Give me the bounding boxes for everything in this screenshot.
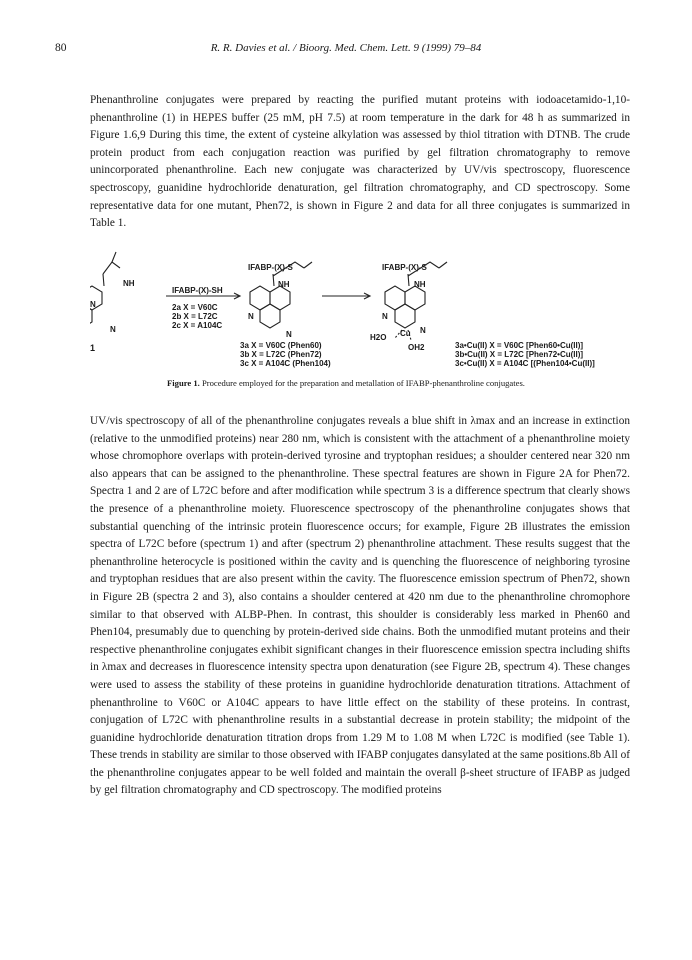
oh2-label: OH2 bbox=[408, 343, 425, 352]
nh-label-3: NH bbox=[278, 280, 290, 289]
condition-2b: 2b X = L72C bbox=[172, 312, 218, 321]
figure-caption-text: Procedure employed for the preparation and metallation of IFABP-phenanthroline conjugates. bbox=[201, 378, 525, 388]
running-head: R. R. Davies et al. / Bioorg. Med. Chem. Lett. 9 (1999) 79–84 bbox=[210, 42, 482, 54]
product-3b: 3b X = L72C (Phen72) bbox=[240, 350, 322, 359]
figure-caption-label: Figure 1. bbox=[167, 378, 200, 388]
h2o-label: H2O bbox=[370, 333, 387, 342]
paragraph-1 bbox=[90, 92, 630, 233]
product-3a: 3a X = V60C (Phen60) bbox=[240, 341, 322, 350]
n-label-1b: N bbox=[110, 325, 116, 334]
paragraph-2 bbox=[90, 413, 630, 800]
phenanthroline-structure-1 bbox=[90, 252, 120, 328]
condition-2a: 2a X = V60C bbox=[172, 303, 218, 312]
ifabp-label-3: IFABP-(X)-S bbox=[248, 263, 293, 272]
page-number: 80 bbox=[55, 42, 67, 54]
product-3b-cu: 3b•Cu(II) X = L72C [Phen72•Cu(II)] bbox=[455, 350, 584, 359]
n-label-1a: N bbox=[90, 300, 96, 309]
paragraph-1-text: Phenanthroline conjugates were prepared by reacting the purified mutant proteins with iodoacetamido-1,10-phenanthroline (1) in HEPES buffer (25 mM, pH 7.5) at room temperature in the dark for 48 h as summarized in Figure 1.6,9 During this time, the extent of cysteine alkylation was assessed by thiol titration with DTNB. The crude protein product from each conjugation reaction was purified by gel filtration chromatography to remove unincorporated phenanthroline. Each new conjugate was characterized by UV/vis spectroscopy, fluorescence spectroscopy, guanidine hydrochloride denaturation, gel filtration chromatography, and CD spectroscopy. Some representative data for one mutant, Phen72, is shown in Figure 2 and data for all three conjugates is summarized in Table 1. bbox=[90, 94, 630, 230]
product-3c: 3c X = A104C (Phen104) bbox=[240, 359, 331, 368]
n-label-3a: N bbox=[248, 312, 254, 321]
reagent-label: IFABP-(X)-SH bbox=[172, 286, 223, 295]
figure-caption bbox=[0, 378, 692, 388]
paragraph-2-text: UV/vis spectroscopy of all of the phenanthroline conjugates reveals a blue shift in λmax and an increase in extinction (relative to the unmodified proteins) near 280 nm, which is consistent with the attachment of a phenanthroline moiety whose chromophore overlaps with protein-derived tyrosine and tryptophan residues; a shoulder centered near 320 nm also appears that can be assigned to the phenanthroline. These spectral features are shown in Figure 2A for Phen72. Spectra 1 and 2 are of L72C before and after modification while spectrum 3 is a difference spectrum that clearly shows the presence of a phenanthroline moiety. Fluorescence spectroscopy of the phenanthroline conjugates shows that substantial quenching of the intrinsic protein fluorescence occurs; for example, Figure 2B illustrates the emission spectra of L72C before (spectrum 1) and after (spectrum 2) phenanthroline attachment. These results suggest that the phenanthroline heterocycle is positioned within the cavity and is quenching the fluorescence of neighboring tyrosine and tryptophan residues that are also present within the cavity. The fluorescence emission spectrum of Phen72, shown in Figure 2B (spectra 2 and 3), also contains a shoulder centered at 420 nm due to the phenanthroline chromophore similar to that observed with ALBP-Phen. In contrast, this shoulder is considerably less marked in Phen60 and Phen104, presumably due to quenching by protein-derived side chains. Both the unmodified mutant proteins and their respective phenanthroline conjugates exhibit significant changes in their fluorescence emission spectra including shifts in λmax and decreases in fluorescence intensity spectra upon denaturation (see Figure 2B, spectrum 4). These changes were used to assess the stability of these proteins in guanidine hydrochloride denaturation titrations. Attachment of phenanthroline to V60C or A104C appears to have little effect on the stability of these proteins. In contrast, conjugation of L72C with phenanthroline results in a substantial decrease in protein stability; the midpoint of the guanidine hydrochloride denaturation titration drops from 1.29 M to 1.08 M when L72C is modified (see Table 1). These trends in stability are similar to those observed with IFABP conjugates dansylated at the same positions.8b All of the phenanthroline conjugates appear to be well folded and maintain the overall β-sheet structure of IFABP as judged by gel filtration chromatography and CD spectroscopy. The modified proteins bbox=[90, 415, 630, 797]
compound-1-label: 1 bbox=[90, 343, 96, 353]
n-label-3b: N bbox=[286, 330, 292, 339]
cu-label: Cu bbox=[400, 329, 411, 338]
condition-2c: 2c X = A104C bbox=[172, 321, 223, 330]
product-3c-cu: 3c•Cu(II) X = A104C [(Phen104•Cu(II)] bbox=[455, 359, 595, 368]
n-label-cu-b: N bbox=[420, 326, 426, 335]
n-label-cu-a: N bbox=[382, 312, 388, 321]
nh-label-1: NH bbox=[123, 279, 135, 288]
phenanthroline-structure-3-cu bbox=[385, 262, 447, 340]
ifabp-label-cu: IFABP-(X)-S bbox=[382, 263, 427, 272]
nh-label-cu: NH bbox=[414, 280, 426, 289]
figure-1-scheme bbox=[90, 250, 650, 380]
product-3a-cu: 3a•Cu(II) X = V60C [Phen60•Cu(II)] bbox=[455, 341, 584, 350]
